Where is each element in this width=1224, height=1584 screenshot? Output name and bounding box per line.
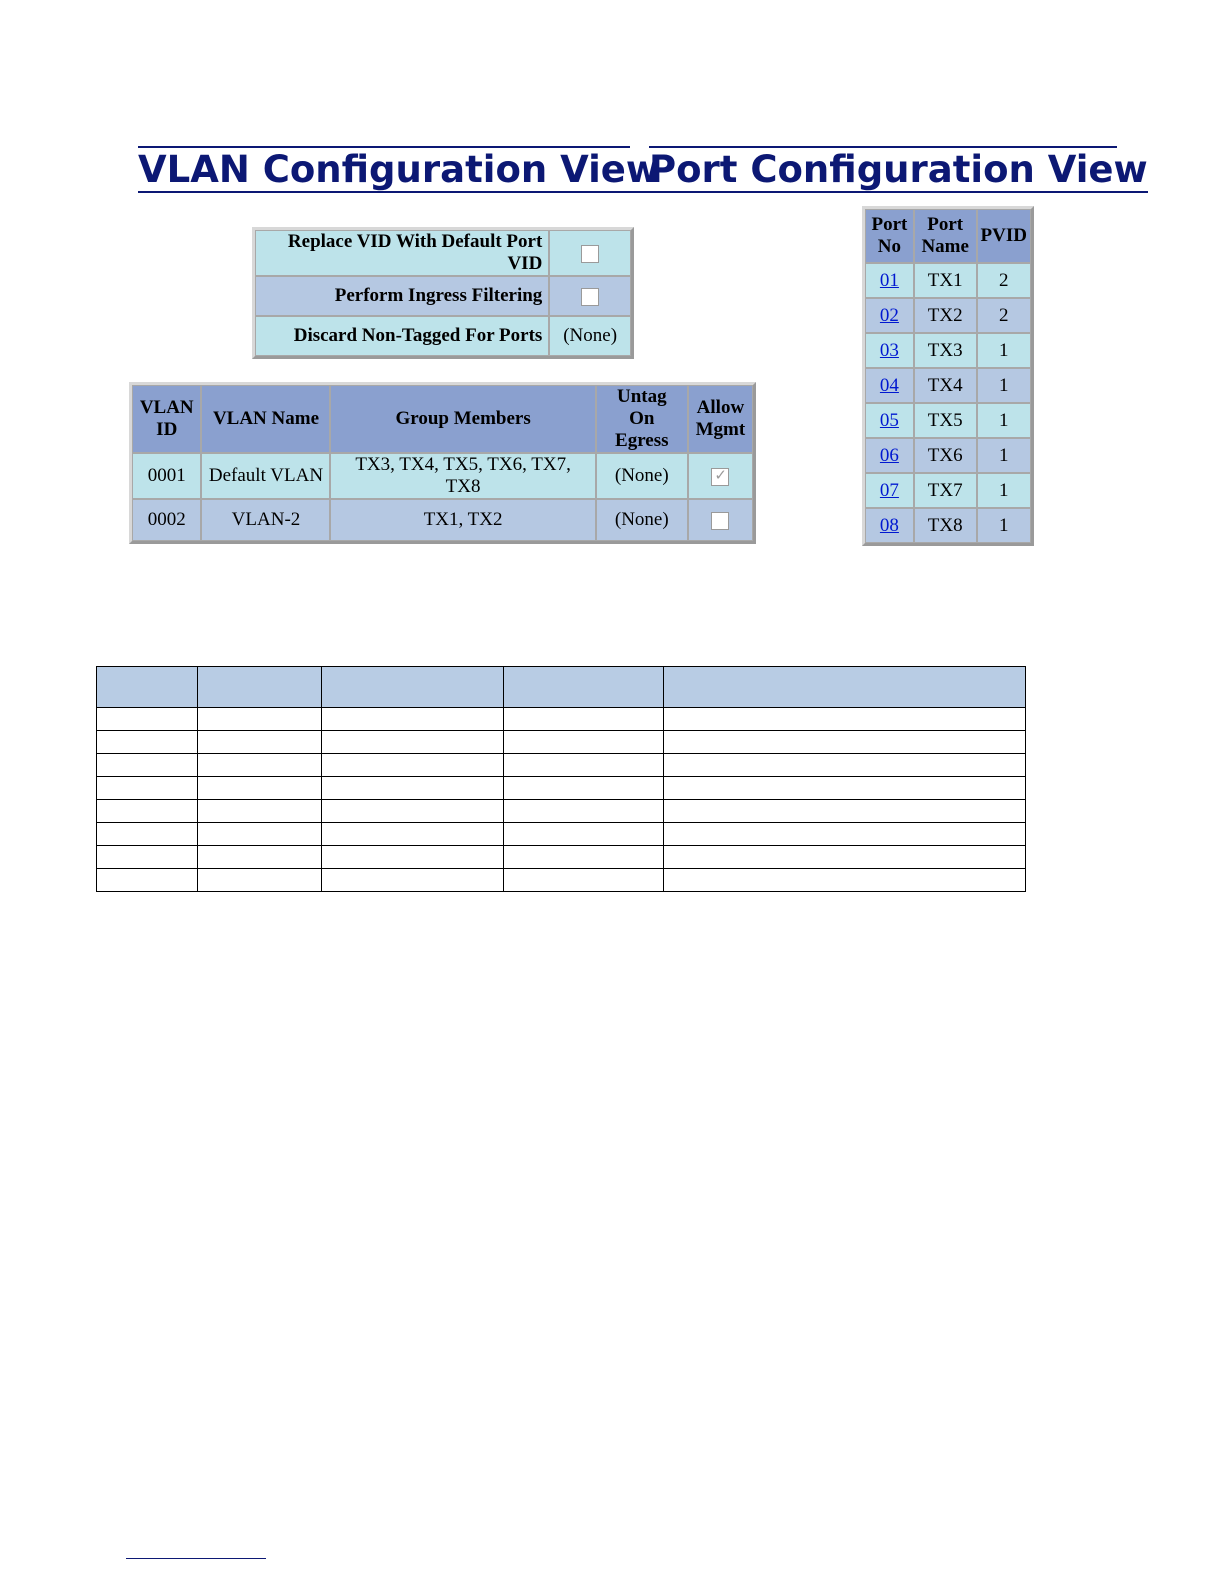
port-name: TX6 bbox=[914, 438, 977, 473]
vlan-name: Default VLAN bbox=[201, 453, 330, 499]
port-pvid: 1 bbox=[977, 473, 1031, 508]
table-row bbox=[97, 777, 1026, 800]
port-link[interactable]: 02 bbox=[879, 304, 899, 326]
port-name: TX4 bbox=[914, 368, 977, 403]
untag-on-egress: (None) bbox=[596, 453, 688, 499]
untag-on-egress: (None) bbox=[596, 499, 688, 541]
document-blank-table bbox=[96, 666, 1026, 892]
vlan-settings-table bbox=[252, 227, 634, 359]
header-pvid: PVID bbox=[977, 209, 1031, 263]
group-members: TX1, TX2 bbox=[330, 499, 595, 541]
vlan-id: 0002 bbox=[132, 499, 201, 541]
table-row bbox=[97, 731, 1026, 754]
table-row bbox=[97, 846, 1026, 869]
port-pvid: 2 bbox=[977, 263, 1031, 298]
vlan-name: VLAN-2 bbox=[201, 499, 330, 541]
header-port-name: Port Name bbox=[914, 209, 977, 263]
header-allow-mgmt: Allow Mgmt bbox=[688, 385, 753, 453]
table-row bbox=[865, 508, 1031, 543]
port-link[interactable]: 07 bbox=[879, 479, 899, 501]
table-row bbox=[865, 473, 1031, 508]
vlan-id: 0001 bbox=[132, 453, 201, 499]
setting-label: Replace VID With Default Port VID bbox=[255, 230, 549, 276]
port-pvid: 1 bbox=[977, 508, 1031, 543]
port-pvid: 1 bbox=[977, 333, 1031, 368]
port-link[interactable]: 01 bbox=[879, 269, 899, 291]
table-row bbox=[97, 754, 1026, 777]
table-row bbox=[97, 800, 1026, 823]
table-row bbox=[97, 869, 1026, 892]
table-row bbox=[97, 708, 1026, 731]
table-row bbox=[132, 499, 753, 541]
port-name: TX3 bbox=[914, 333, 977, 368]
discard-non-tagged-value: (None) bbox=[549, 316, 631, 356]
port-link[interactable]: 03 bbox=[879, 339, 899, 361]
port-pvid: 1 bbox=[977, 438, 1031, 473]
table-row bbox=[132, 453, 753, 499]
header-group-members: Group Members bbox=[330, 385, 595, 453]
group-members: TX3, TX4, TX5, TX6, TX7, TX8 bbox=[330, 453, 595, 499]
port-name: TX1 bbox=[914, 263, 977, 298]
header-port-no: Port No bbox=[865, 209, 914, 263]
port-name: TX5 bbox=[914, 403, 977, 438]
port-name: TX8 bbox=[914, 508, 977, 543]
header-vlan-id: VLAN ID bbox=[132, 385, 201, 453]
port-link[interactable]: 05 bbox=[879, 409, 899, 431]
port-name: TX2 bbox=[914, 298, 977, 333]
table-row bbox=[97, 823, 1026, 846]
port-link[interactable]: 06 bbox=[879, 444, 899, 466]
allow-mgmt-checkbox[interactable] bbox=[711, 512, 729, 530]
header-untag-on-egress: Untag On Egress bbox=[596, 385, 688, 453]
allow-mgmt-checkbox[interactable] bbox=[711, 468, 729, 486]
table-row bbox=[865, 368, 1031, 403]
table-row bbox=[865, 403, 1031, 438]
table-header-row bbox=[97, 667, 1026, 708]
table-row bbox=[865, 298, 1031, 333]
port-pvid: 1 bbox=[977, 403, 1031, 438]
table-row bbox=[865, 333, 1031, 368]
port-name: TX7 bbox=[914, 473, 977, 508]
ingress-filtering-checkbox[interactable] bbox=[581, 288, 599, 306]
port-pvid: 1 bbox=[977, 368, 1031, 403]
table-row bbox=[865, 438, 1031, 473]
vlan-table bbox=[129, 382, 756, 544]
table-row bbox=[865, 263, 1031, 298]
setting-label: Perform Ingress Filtering bbox=[255, 276, 549, 316]
vlan-configuration-view-title[interactable]: VLAN Configuration View bbox=[138, 148, 661, 191]
footer-rule bbox=[126, 1558, 266, 1559]
port-link[interactable]: 04 bbox=[879, 374, 899, 396]
port-link[interactable]: 08 bbox=[879, 514, 899, 536]
setting-label: Discard Non-Tagged For Ports bbox=[255, 316, 549, 356]
replace-vid-checkbox[interactable] bbox=[581, 245, 599, 263]
port-table bbox=[862, 206, 1034, 546]
port-pvid: 2 bbox=[977, 298, 1031, 333]
header-vlan-name: VLAN Name bbox=[201, 385, 330, 453]
port-configuration-view-title[interactable]: Port Configuration View bbox=[649, 148, 1148, 191]
